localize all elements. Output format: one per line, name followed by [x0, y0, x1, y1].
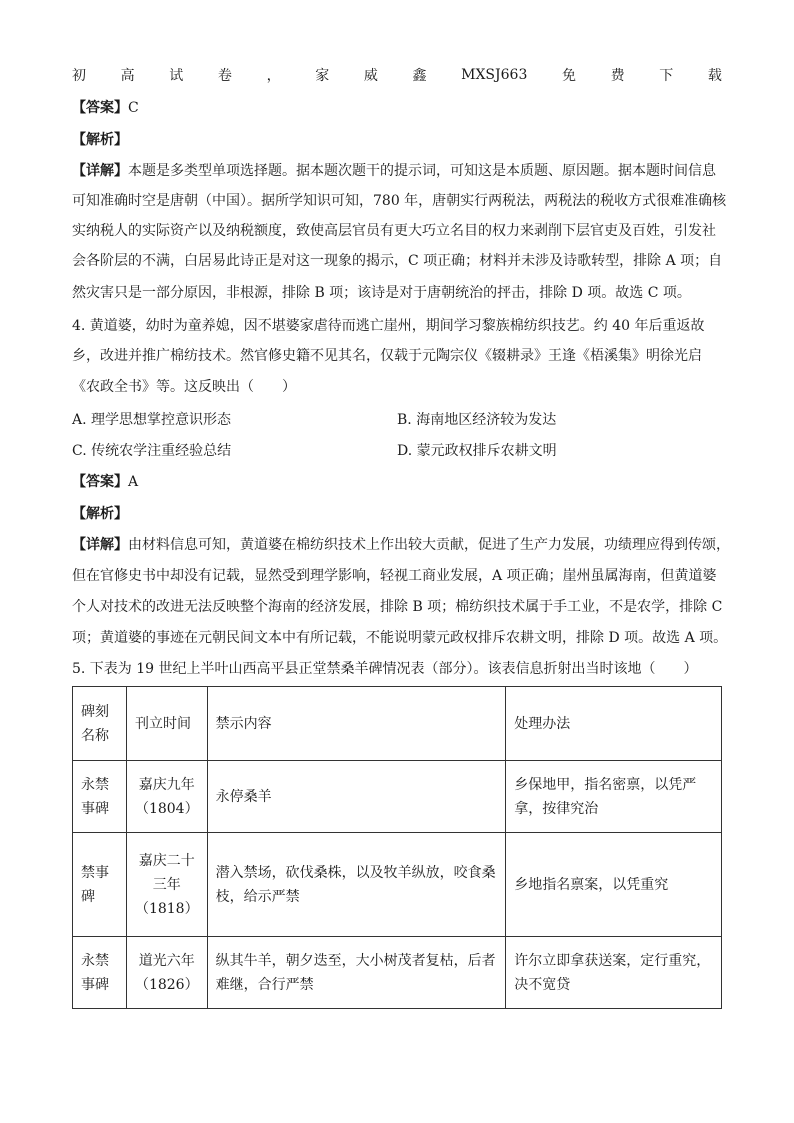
header-text: 试	[169, 68, 184, 84]
header-cell: 处理办法	[506, 687, 722, 761]
header-cell: 刊立时间	[126, 687, 207, 761]
header-text: 卷	[217, 68, 232, 84]
table-row	[73, 833, 722, 937]
table-cell: 嘉庆二十 三年 （1818）	[126, 833, 207, 937]
answer-label: 【答案】	[72, 100, 128, 116]
detail-line: 实纳税人的实际资产以及纳税额度，致使高层官员有更大巧立名目的权力来剥削下层官吏及百姓，引发社	[72, 223, 716, 239]
question-stem: 5. 下表为 19 世纪上半叶山西高平县正堂禁桑羊碑情况表（部分）。该表信息折射出当时该地（ ）	[72, 661, 698, 677]
table-row	[73, 761, 722, 833]
answer-line	[72, 97, 732, 119]
option-b: B. 海南地区经济较为发达	[397, 412, 557, 428]
detail-line: 会各阶层的不满，白居易此诗正是对这一现象的揭示，C 项正确；材料并未涉及诗歌转型，排除 A 项；自	[72, 253, 723, 269]
table-cell: 道光六年 （1826）	[126, 937, 207, 1009]
header-text: 费	[610, 68, 625, 84]
table-cell: 乡地指名禀案，以凭重究	[506, 833, 722, 937]
answer-label: 【答案】	[72, 474, 128, 490]
table-cell: 嘉庆九年 （1804）	[126, 761, 207, 833]
table-cell: 禁事 碑	[73, 833, 127, 937]
detail-line: 个人对技术的改进无法反映整个海南的经济发展，排除 B 项；棉纺织技术属于手工业，不是农学，排除 C	[72, 599, 723, 615]
table-cell: 许尔立即拿获送案，定行重究， 决不宽贷	[506, 937, 722, 1009]
analysis-label: 【解析】	[72, 506, 128, 522]
table-header-row	[73, 687, 722, 761]
analysis-label: 【解析】	[72, 132, 128, 148]
table-cell: 永禁 事碑	[73, 937, 127, 1009]
question-stem: 乡，改进并推广棉纺技术。然官修史籍不见其名，仅载于元陶宗仪《辍耕录》王逢《梧溪集》明徐光启	[72, 348, 702, 364]
option-c: C. 传统农学注重经验总结	[72, 443, 232, 459]
detail-label: 【详解】	[72, 537, 128, 553]
table-cell: 乡保地甲，指名密禀，以凭严 拿，按律究治	[506, 761, 722, 833]
answer-line	[72, 471, 732, 493]
detail-line: 然灾害只是一部分原因，非根源，排除 B 项；该诗是对于唐朝统治的抨击，排除 D 项。故选 C 项。	[72, 285, 691, 301]
detail-line: 【详解】本题是多类型单项选择题。据本题次题干的提示词，可知这是本质题、原因题。据本题时间信息	[72, 163, 716, 179]
header-text: 家	[315, 68, 330, 84]
table-cell: 永禁 事碑	[73, 761, 127, 833]
header-text: 高	[120, 68, 135, 84]
table-cell: 纵其牛羊，朝夕迭至，大小树茂者复枯，后者 难继，合行严禁	[207, 937, 506, 1009]
header-text: 载	[707, 68, 722, 84]
header-cell: 碑刻 名称	[73, 687, 127, 761]
stele-table	[72, 686, 722, 1009]
question-stem: 4. 黄道婆，幼时为童养媳，因不堪婆家虐待而逃亡崖州，期间学习黎族棉纺织技艺。约 40 年后重返故	[72, 318, 705, 334]
table-cell: 潜入禁场，砍伐桑株，以及牧羊纵放，咬食桑 枝，给示严禁	[207, 833, 506, 937]
detail-line: 但在官修史书中却没有记载，显然受到理学影响，轻视工商业发展，A 项正确；崖州虽属海南，但黄道婆	[72, 568, 717, 584]
answer-value: A	[128, 474, 139, 490]
header-cell: 禁示内容	[207, 687, 506, 761]
header-text: 下	[659, 68, 674, 84]
option-a: A. 理学思想掌控意识形态	[72, 412, 232, 428]
header-text: MXSJ663	[461, 67, 528, 83]
detail-label: 【详解】	[72, 163, 128, 179]
option-d: D. 蒙元政权排斥农耕文明	[397, 443, 557, 459]
header-text: 鑫	[412, 68, 427, 84]
detail-line: 可知准确时空是唐朝（中国）。据所学知识可知，780 年，唐朝实行两税法，两税法的税收方式很难准确核	[72, 193, 727, 209]
detail-line: 项；黄道婆的事迹在元朝民间文本中有所记载，不能说明蒙元政权排斥农耕文明，排除 D 项。故选 A 项。	[72, 630, 728, 646]
question-stem: 《农政全书》等。这反映出（ ）	[72, 379, 296, 395]
header-text: 威	[363, 68, 378, 84]
table-cell: 永停桑羊	[207, 761, 506, 833]
answer-value: C	[128, 100, 139, 116]
table-row	[73, 937, 722, 1009]
header-text: 免	[562, 68, 576, 84]
header-text: 初	[72, 68, 86, 84]
detail-line: 【详解】由材料信息可知，黄道婆在棉纺织技术上作出较大贡献，促进了生产力发展，功绩理应得到传颂，	[72, 537, 730, 553]
page-header	[72, 64, 722, 86]
header-text: ，	[266, 68, 281, 84]
